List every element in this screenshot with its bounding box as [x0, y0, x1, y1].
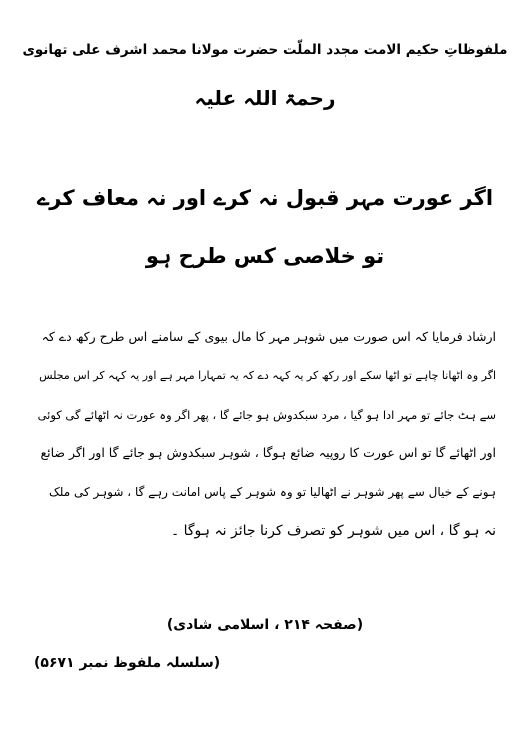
topic-heading-line-2: تو خلاصی کس طرح ہو: [145, 244, 385, 268]
body-line: سے ہٹ جائے تو مہر ادا ہو گیا ، مرد سبکدوش ہو جائے گا ، پھر اگر وہ عورت نہ اٹھائے گی کوئی: [37, 407, 496, 422]
body-line: ہونے کے خیال سے پھر شوہر نے اٹھالیا تو وہ شوہر کے پاس امانت رہے گا ، شوہر کی ملک: [49, 485, 496, 500]
topic-heading-line-1: اگر عورت مہر قبول نہ کرے اور نہ معاف کرے: [36, 186, 494, 210]
header-title: ملفوظاتِ حکیم الامت مجدد الملّت حضرت مولانا محمد اشرف علی تھانوی: [22, 42, 508, 58]
header-honorific: رحمۃ اللہ علیہ: [194, 86, 336, 110]
body-line: اور اٹھائے گا تو اس عورت کا روپیہ ضائع ہوگا ، شوہر سبکدوش ہو جائے گا اور اگر ضائع: [40, 445, 496, 461]
body-line: اگر وہ اٹھانا چاہے تو اٹھا سکے اور رکھ کر یہ کہہ دے کہ یہ تمہارا مہر ہے اور یہ کہہ کر اس مجلس: [39, 368, 496, 382]
body-line: نہ ہو گا ، اس میں شوہر کو تصرف کرنا جائز نہ ہوگا ۔: [170, 522, 496, 539]
body-line: ارشاد فرمایا کہ اس صورت میں شوہر مہر کا مال بیوی کے سامنے اس طرح رکھ دے کہ: [41, 329, 496, 344]
source-reference: (صفحہ ۲۱۴ ، اسلامی شادی): [166, 617, 364, 633]
body-paragraph: [38, 318, 496, 551]
series-reference: (سلسلہ ملفوظ نمبر ۵۶۷۱): [34, 655, 221, 671]
